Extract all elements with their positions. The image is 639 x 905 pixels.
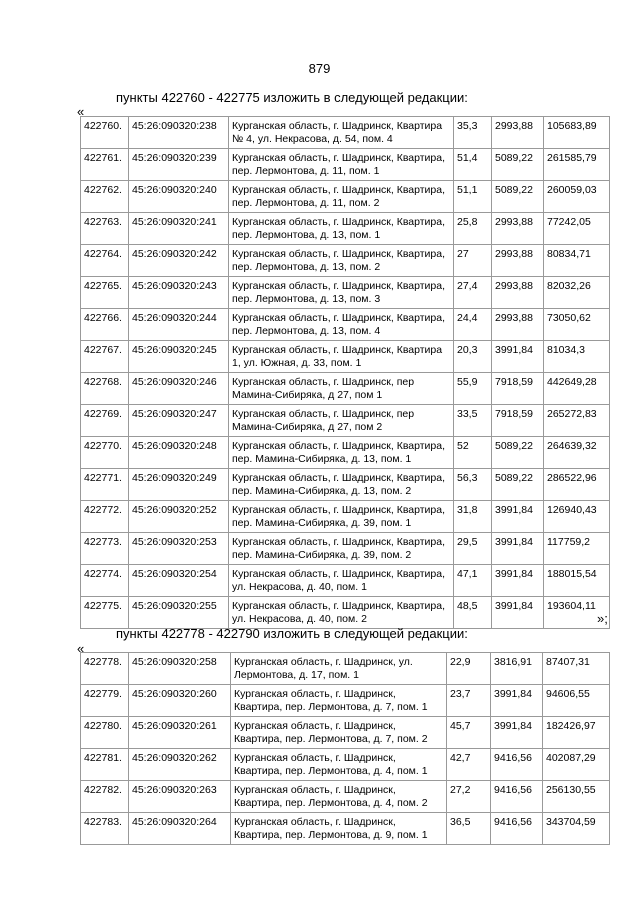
address-line-2: Мамина-Сибиряка, д 27, пом 1 (232, 389, 383, 401)
section1-open-quote: « (77, 104, 85, 119)
address-cell (231, 749, 447, 781)
address-line-2: Квартира, пер. Лермонтова, д. 4, пом. 1 (234, 765, 428, 777)
address-cell (229, 373, 454, 405)
address-line-2: пер. Мамина-Сибиряка, д. 13, пом. 2 (232, 485, 412, 497)
address-cell (229, 565, 454, 597)
cadastral-value-cell: 264639,32 (544, 437, 610, 469)
area-cell: 31,8 (454, 501, 492, 533)
unit-value-cell: 3991,84 (491, 685, 543, 717)
address-cell (231, 653, 447, 685)
area-cell: 23,7 (447, 685, 491, 717)
table-row (81, 469, 610, 501)
unit-value-cell: 5089,22 (492, 181, 544, 213)
address-line-1: Курганская область, г. Шадринск, ул. (234, 656, 413, 668)
address-line-2: Мамина-Сибиряка, д 27, пом 2 (232, 421, 383, 433)
area-cell: 22,9 (447, 653, 491, 685)
unit-value-cell: 7918,59 (492, 405, 544, 437)
row-number-cell: 422780. (81, 717, 129, 749)
area-cell: 20,3 (454, 341, 492, 373)
cadastral-value-cell: 87407,31 (543, 653, 610, 685)
row-number-cell: 422766. (81, 309, 129, 341)
address-cell (229, 245, 454, 277)
section1-heading: пункты 422760 - 422775 изложить в следующей редакции: (116, 90, 468, 105)
cadastral-value-cell: 94606,55 (543, 685, 610, 717)
row-number-cell: 422771. (81, 469, 129, 501)
table-row (81, 565, 610, 597)
address-line-1: Курганская область, г. Шадринск, (234, 816, 396, 828)
row-number-cell: 422762. (81, 181, 129, 213)
cadastral-number-cell: 45:26:090320:252 (129, 501, 229, 533)
table-row (81, 501, 610, 533)
cadastral-number-cell: 45:26:090320:260 (129, 685, 231, 717)
area-cell: 52 (454, 437, 492, 469)
row-number-cell: 422768. (81, 373, 129, 405)
table-row (81, 245, 610, 277)
cadastral-value-cell: 193604,11 (544, 597, 610, 629)
unit-value-cell: 2993,88 (492, 309, 544, 341)
address-cell (229, 437, 454, 469)
cadastral-number-cell: 45:26:090320:253 (129, 533, 229, 565)
address-cell (229, 341, 454, 373)
cadastral-number-cell: 45:26:090320:246 (129, 373, 229, 405)
area-cell: 27,2 (447, 781, 491, 813)
unit-value-cell: 2993,88 (492, 277, 544, 309)
unit-value-cell: 2993,88 (492, 117, 544, 149)
row-number-cell: 422774. (81, 565, 129, 597)
table-row (81, 717, 610, 749)
cadastral-number-cell: 45:26:090320:249 (129, 469, 229, 501)
cadastral-number-cell: 45:26:090320:261 (129, 717, 231, 749)
row-number-cell: 422770. (81, 437, 129, 469)
unit-value-cell: 3991,84 (492, 501, 544, 533)
section2-open-quote: « (77, 641, 85, 656)
cadastral-value-cell: 105683,89 (544, 117, 610, 149)
address-line-1: Курганская область, г. Шадринск, Квартира, (232, 568, 446, 580)
table-row (81, 405, 610, 437)
cadastral-value-cell: 182426,97 (543, 717, 610, 749)
address-line-2: № 4, ул. Некрасова, д. 54, пом. 4 (232, 133, 393, 145)
row-number-cell: 422761. (81, 149, 129, 181)
address-cell (229, 533, 454, 565)
address-line-1: Курганская область, г. Шадринск, пер (232, 376, 415, 388)
cadastral-value-cell: 442649,28 (544, 373, 610, 405)
area-cell: 27,4 (454, 277, 492, 309)
area-cell: 42,7 (447, 749, 491, 781)
area-cell: 36,5 (447, 813, 491, 845)
cadastral-value-cell: 260059,03 (544, 181, 610, 213)
area-cell: 45,7 (447, 717, 491, 749)
cadastral-value-cell: 81034,3 (544, 341, 610, 373)
row-number-cell: 422765. (81, 277, 129, 309)
table-row (81, 813, 610, 845)
cadastral-number-cell: 45:26:090320:247 (129, 405, 229, 437)
area-cell: 33,5 (454, 405, 492, 437)
address-cell (229, 277, 454, 309)
row-number-cell: 422779. (81, 685, 129, 717)
address-line-2: пер. Мамина-Сибиряка, д. 39, пом. 2 (232, 549, 412, 561)
address-cell (229, 117, 454, 149)
area-cell: 51,1 (454, 181, 492, 213)
cadastral-value-cell: 343704,59 (543, 813, 610, 845)
address-line-1: Курганская область, г. Шадринск, (234, 784, 396, 796)
cadastral-value-cell: 188015,54 (544, 565, 610, 597)
address-line-1: Курганская область, г. Шадринск, Квартира, (232, 280, 446, 292)
cadastral-value-cell: 261585,79 (544, 149, 610, 181)
cadastral-value-cell: 80834,71 (544, 245, 610, 277)
unit-value-cell: 3991,84 (492, 597, 544, 629)
area-cell: 51,4 (454, 149, 492, 181)
address-line-1: Курганская область, г. Шадринск, Квартира, (232, 536, 446, 548)
address-line-1: Курганская область, г. Шадринск, (234, 720, 396, 732)
cadastral-number-cell: 45:26:090320:242 (129, 245, 229, 277)
cadastral-number-cell: 45:26:090320:239 (129, 149, 229, 181)
unit-value-cell: 9416,56 (491, 781, 543, 813)
address-line-2: ул. Некрасова, д. 40, пом. 1 (232, 581, 367, 593)
unit-value-cell: 3991,84 (492, 565, 544, 597)
area-cell: 56,3 (454, 469, 492, 501)
address-line-2: Квартира, пер. Лермонтова, д. 4, пом. 2 (234, 797, 428, 809)
cadastral-value-cell: 126940,43 (544, 501, 610, 533)
address-line-1: Курганская область, г. Шадринск, Квартира, (232, 152, 446, 164)
address-line-2: пер. Лермонтова, д. 13, пом. 3 (232, 293, 381, 305)
cadastral-value-cell: 286522,96 (544, 469, 610, 501)
table-row (81, 373, 610, 405)
address-line-1: Курганская область, г. Шадринск, Квартира, (232, 216, 446, 228)
address-cell (229, 501, 454, 533)
address-cell (231, 685, 447, 717)
area-cell: 35,3 (454, 117, 492, 149)
cadastral-value-cell: 265272,83 (544, 405, 610, 437)
cadastral-value-cell: 402087,29 (543, 749, 610, 781)
address-line-2: Лермонтова, д. 17, пом. 1 (234, 669, 359, 681)
row-number-cell: 422760. (81, 117, 129, 149)
address-line-1: Курганская область, г. Шадринск, Квартира, (232, 440, 446, 452)
row-number-cell: 422763. (81, 213, 129, 245)
unit-value-cell: 3991,84 (491, 717, 543, 749)
address-cell (229, 405, 454, 437)
table-row (81, 117, 610, 149)
cadastral-number-cell: 45:26:090320:262 (129, 749, 231, 781)
row-number-cell: 422767. (81, 341, 129, 373)
unit-value-cell: 5089,22 (492, 469, 544, 501)
row-number-cell: 422782. (81, 781, 129, 813)
address-line-2: пер. Лермонтова, д. 13, пом. 4 (232, 325, 381, 337)
area-cell: 48,5 (454, 597, 492, 629)
address-line-2: пер. Мамина-Сибиряка, д. 39, пом. 1 (232, 517, 412, 529)
unit-value-cell: 7918,59 (492, 373, 544, 405)
address-line-2: пер. Мамина-Сибиряка, д. 13, пом. 1 (232, 453, 412, 465)
address-line-2: Квартира, пер. Лермонтова, д. 9, пом. 1 (234, 829, 428, 841)
area-cell: 25,8 (454, 213, 492, 245)
address-cell (231, 717, 447, 749)
address-cell (229, 309, 454, 341)
table-row (81, 685, 610, 717)
address-line-1: Курганская область, г. Шадринск, Квартира, (232, 184, 446, 196)
table-row (81, 341, 610, 373)
address-line-2: Квартира, пер. Лермонтова, д. 7, пом. 1 (234, 701, 428, 713)
address-line-1: Курганская область, г. Шадринск, Квартира, (232, 504, 446, 516)
unit-value-cell: 5089,22 (492, 149, 544, 181)
cadastral-number-cell: 45:26:090320:241 (129, 213, 229, 245)
address-cell (231, 813, 447, 845)
address-line-2: 1, ул. Южная, д. 33, пом. 1 (232, 357, 362, 369)
section1-close-quote: »; (597, 611, 608, 626)
cadastral-number-cell: 45:26:090320:255 (129, 597, 229, 629)
section2-table (80, 652, 610, 845)
section2-heading: пункты 422778 - 422790 изложить в следующей редакции: (116, 626, 468, 641)
address-cell (231, 781, 447, 813)
row-number-cell: 422764. (81, 245, 129, 277)
section1-table (80, 116, 610, 629)
cadastral-value-cell: 82032,26 (544, 277, 610, 309)
address-line-2: пер. Лермонтова, д. 11, пом. 1 (232, 165, 380, 177)
area-cell: 47,1 (454, 565, 492, 597)
row-number-cell: 422772. (81, 501, 129, 533)
row-number-cell: 422783. (81, 813, 129, 845)
cadastral-number-cell: 45:26:090320:245 (129, 341, 229, 373)
cadastral-number-cell: 45:26:090320:263 (129, 781, 231, 813)
address-line-1: Курганская область, г. Шадринск, (234, 752, 396, 764)
cadastral-number-cell: 45:26:090320:258 (129, 653, 231, 685)
row-number-cell: 422769. (81, 405, 129, 437)
cadastral-number-cell: 45:26:090320:240 (129, 181, 229, 213)
address-cell (229, 181, 454, 213)
table-row (81, 653, 610, 685)
address-line-1: Курганская область, г. Шадринск, Квартира (232, 344, 443, 356)
unit-value-cell: 2993,88 (492, 245, 544, 277)
unit-value-cell: 5089,22 (492, 437, 544, 469)
address-cell (229, 597, 454, 629)
table-row (81, 597, 610, 629)
row-number-cell: 422781. (81, 749, 129, 781)
address-line-2: пер. Лермонтова, д. 13, пом. 2 (232, 261, 381, 273)
unit-value-cell: 3816,91 (491, 653, 543, 685)
table-row (81, 309, 610, 341)
table-row (81, 213, 610, 245)
address-cell (229, 213, 454, 245)
unit-value-cell: 3991,84 (492, 341, 544, 373)
address-line-1: Курганская область, г. Шадринск, Квартира, (232, 600, 446, 612)
cadastral-number-cell: 45:26:090320:238 (129, 117, 229, 149)
cadastral-value-cell: 117759,2 (544, 533, 610, 565)
row-number-cell: 422778. (81, 653, 129, 685)
address-line-2: Квартира, пер. Лермонтова, д. 7, пом. 2 (234, 733, 428, 745)
row-number-cell: 422773. (81, 533, 129, 565)
row-number-cell: 422775. (81, 597, 129, 629)
address-cell (229, 149, 454, 181)
cadastral-number-cell: 45:26:090320:254 (129, 565, 229, 597)
address-cell (229, 469, 454, 501)
address-line-2: пер. Лермонтова, д. 13, пом. 1 (232, 229, 381, 241)
address-line-1: Курганская область, г. Шадринск, Квартира, (232, 248, 446, 260)
cadastral-number-cell: 45:26:090320:264 (129, 813, 231, 845)
unit-value-cell: 2993,88 (492, 213, 544, 245)
address-line-2: ул. Некрасова, д. 40, пом. 2 (232, 613, 367, 625)
page-number: 879 (308, 61, 331, 76)
table-row (81, 437, 610, 469)
cadastral-value-cell: 73050,62 (544, 309, 610, 341)
table-row (81, 781, 610, 813)
table-row (81, 533, 610, 565)
table-row (81, 149, 610, 181)
unit-value-cell: 9416,56 (491, 749, 543, 781)
table-row (81, 181, 610, 213)
area-cell: 55,9 (454, 373, 492, 405)
area-cell: 27 (454, 245, 492, 277)
cadastral-value-cell: 256130,55 (543, 781, 610, 813)
address-line-2: пер. Лермонтова, д. 11, пом. 2 (232, 197, 380, 209)
unit-value-cell: 3991,84 (492, 533, 544, 565)
address-line-1: Курганская область, г. Шадринск, Квартира (232, 120, 443, 132)
table-row (81, 277, 610, 309)
cadastral-value-cell: 77242,05 (544, 213, 610, 245)
table-row (81, 749, 610, 781)
area-cell: 29,5 (454, 533, 492, 565)
address-line-1: Курганская область, г. Шадринск, Квартира, (232, 472, 446, 484)
address-line-1: Курганская область, г. Шадринск, Квартира, (232, 312, 446, 324)
address-line-1: Курганская область, г. Шадринск, пер (232, 408, 415, 420)
cadastral-number-cell: 45:26:090320:248 (129, 437, 229, 469)
area-cell: 24,4 (454, 309, 492, 341)
cadastral-number-cell: 45:26:090320:244 (129, 309, 229, 341)
address-line-1: Курганская область, г. Шадринск, (234, 688, 396, 700)
cadastral-number-cell: 45:26:090320:243 (129, 277, 229, 309)
unit-value-cell: 9416,56 (491, 813, 543, 845)
